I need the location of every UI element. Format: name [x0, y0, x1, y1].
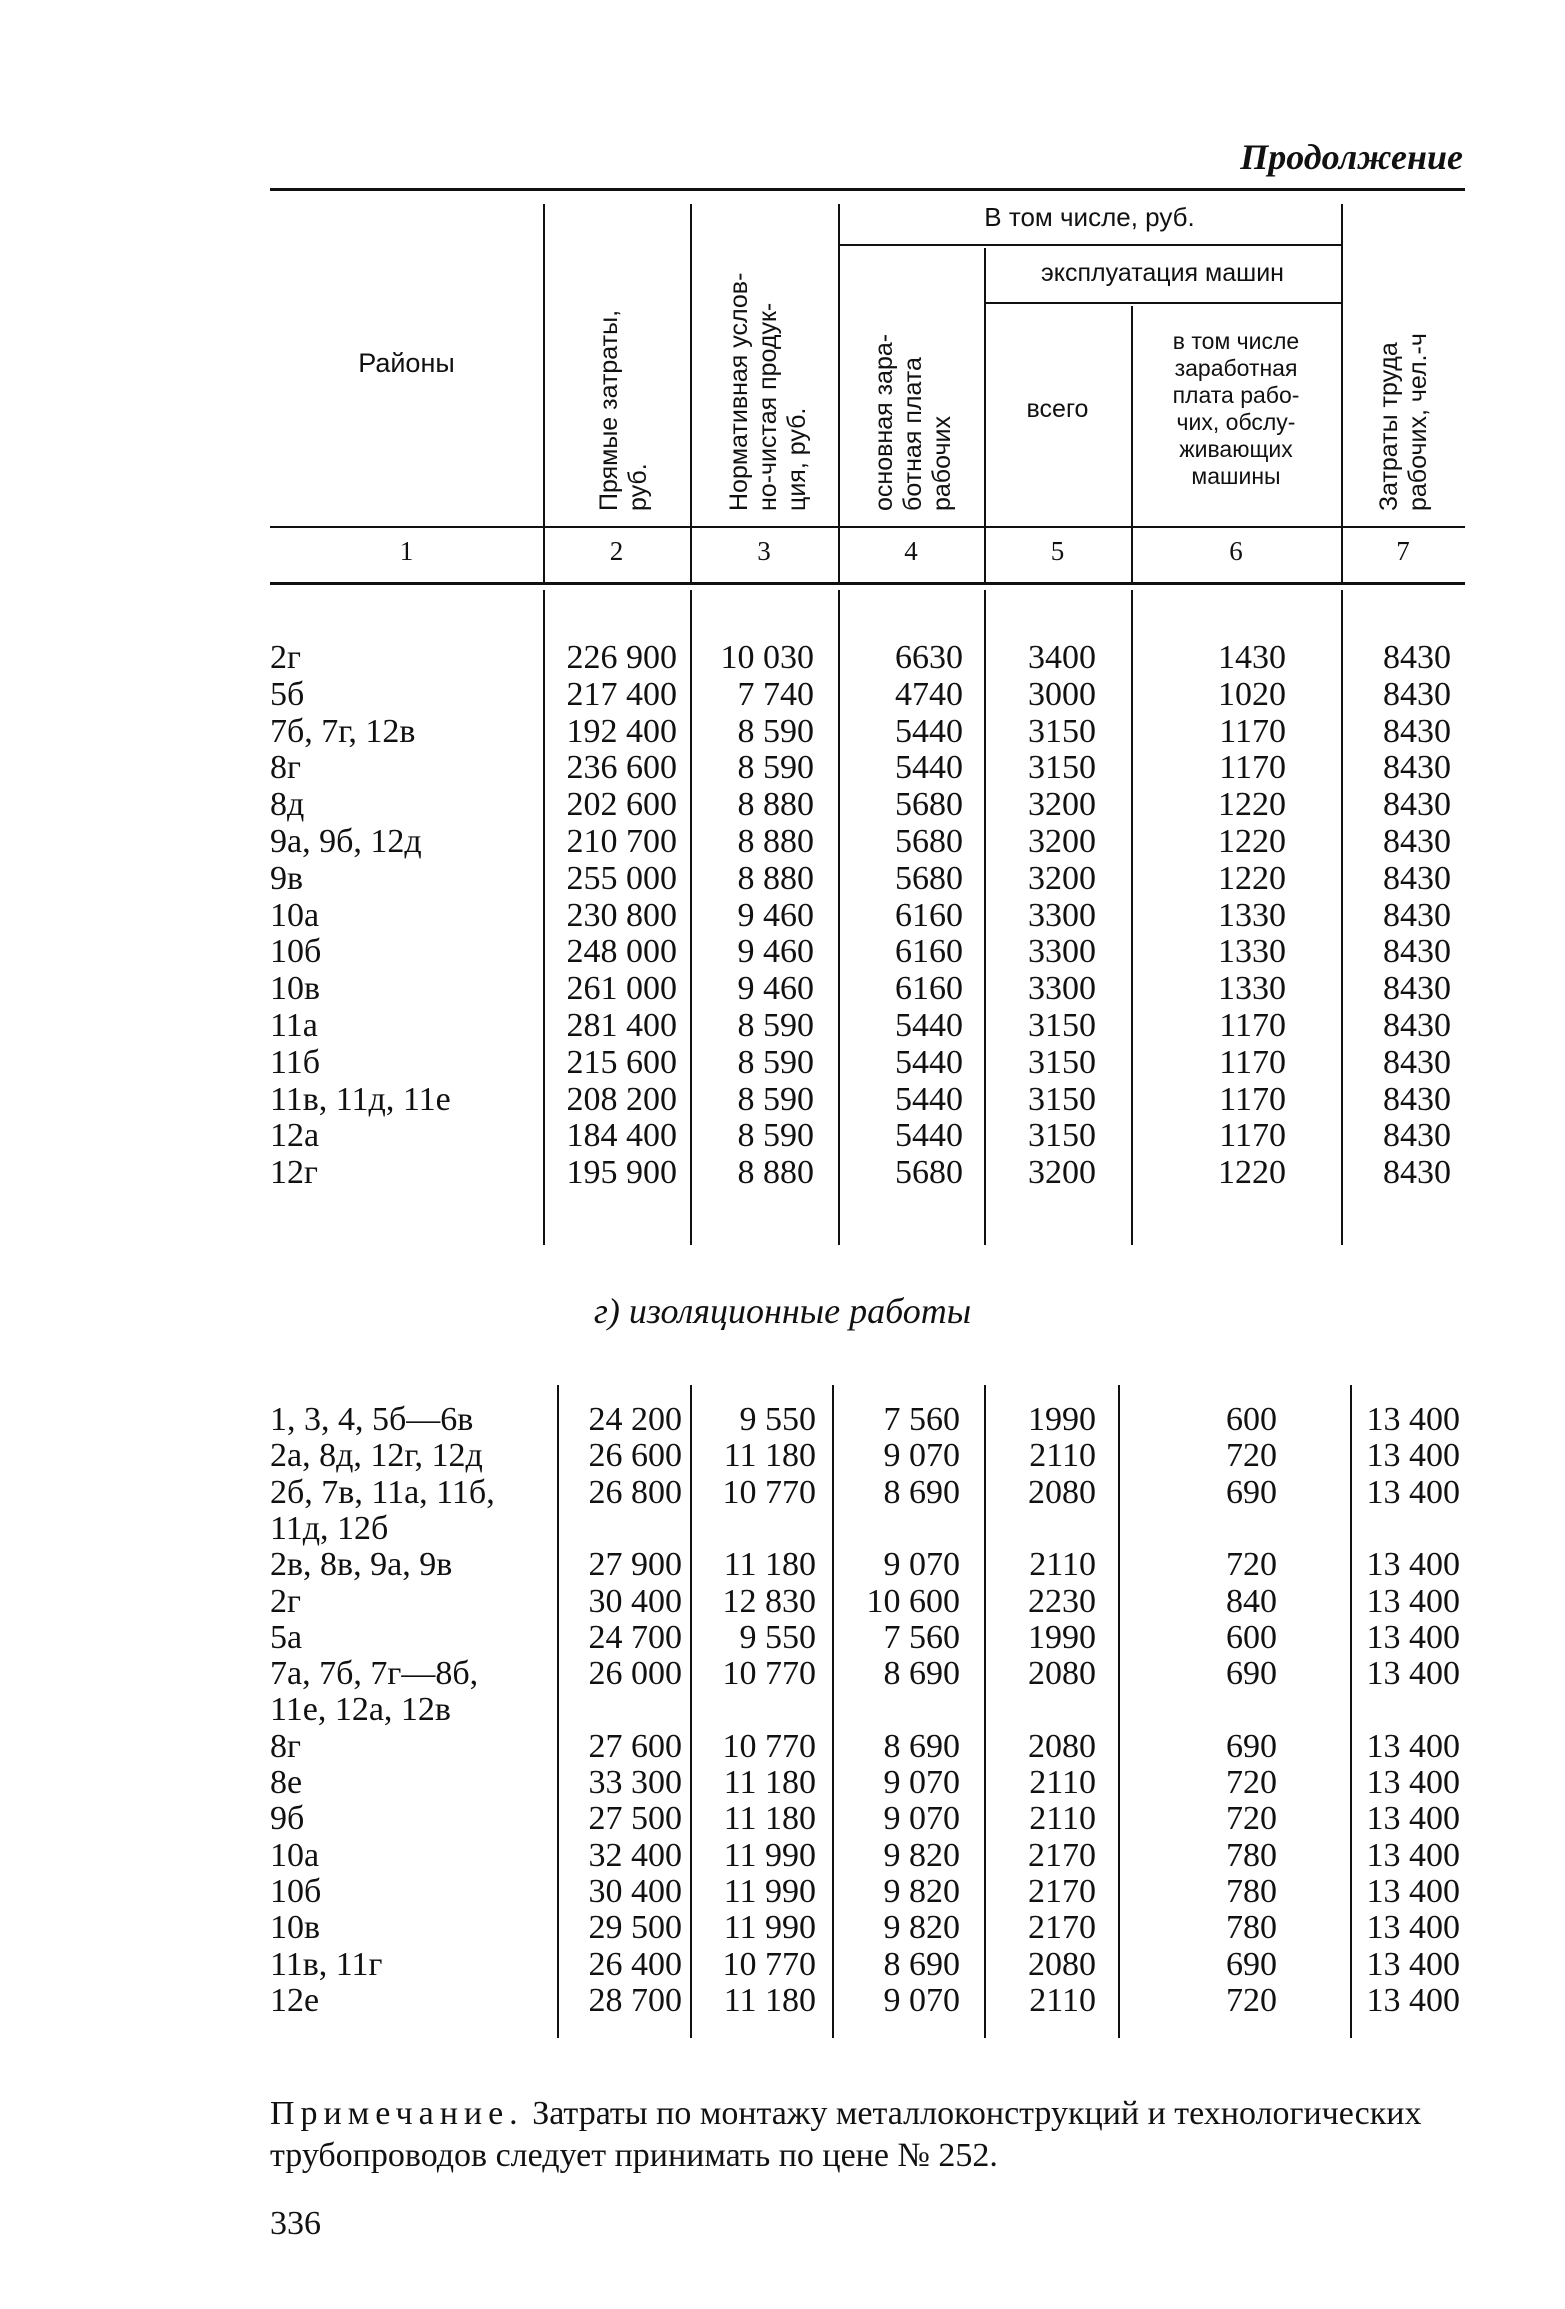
district-cell: 1, 3, 4, 5б—6в	[270, 1401, 474, 1438]
value-cell: 2230	[1028, 1582, 1096, 1620]
value-cell: 8 590	[737, 749, 814, 787]
value-cell: 210 700	[566, 823, 677, 860]
value-cell: 8 690	[883, 1945, 960, 1983]
colnum-5: 5	[1050, 536, 1065, 566]
district-cell: 5а	[270, 1618, 303, 1656]
value-cell: 10 770	[722, 1655, 816, 1693]
value-cell: 8430	[1383, 1117, 1451, 1155]
table-row	[270, 1155, 1465, 1191]
table-row	[270, 1692, 1465, 1728]
district-cell: 2в, 8в, 9а, 9в	[270, 1546, 453, 1584]
value-cell: 9 070	[883, 1764, 960, 1801]
value-cell: 8 590	[737, 1007, 814, 1044]
value-cell: 720	[1226, 1437, 1277, 1475]
table-row	[270, 677, 1465, 713]
value-cell: 195 900	[566, 1154, 677, 1192]
value-cell: 13 400	[1366, 1981, 1460, 2019]
value-cell: 1170	[1219, 1007, 1286, 1044]
value-cell: 8 880	[737, 786, 814, 824]
district-cell: 10а	[270, 1836, 320, 1874]
table-row	[270, 1118, 1465, 1154]
value-cell: 2080	[1028, 1945, 1096, 1983]
value-cell: 236 600	[566, 749, 677, 787]
value-cell: 2170	[1028, 1909, 1096, 1947]
value-cell: 13 400	[1366, 1764, 1460, 1801]
value-cell: 690	[1226, 1473, 1277, 1511]
value-cell: 3200	[1028, 1154, 1096, 1192]
value-cell: 2110	[1029, 1764, 1096, 1801]
value-cell: 13 400	[1366, 1727, 1460, 1765]
value-cell: 2080	[1028, 1727, 1096, 1765]
value-cell: 3150	[1028, 749, 1096, 787]
value-cell: 7 740	[737, 675, 814, 713]
value-cell: 600	[1226, 1618, 1277, 1656]
value-cell: 2110	[1029, 1546, 1096, 1584]
value-cell: 1220	[1218, 1154, 1286, 1192]
value-cell: 9 820	[883, 1836, 960, 1874]
table-row	[270, 1910, 1465, 1946]
value-cell: 32 400	[588, 1836, 682, 1874]
table-row	[270, 1584, 1465, 1620]
value-cell: 8430	[1383, 786, 1451, 824]
district-cell: 2г	[270, 1582, 301, 1620]
value-cell: 13 400	[1366, 1909, 1460, 1947]
value-cell: 720	[1226, 1764, 1277, 1801]
value-cell: 6630	[895, 639, 963, 676]
value-cell: 840	[1226, 1582, 1277, 1620]
value-cell: 720	[1226, 1546, 1277, 1584]
value-cell: 5440	[895, 1043, 963, 1081]
district-cell: 2а, 8д, 12г, 12д	[270, 1437, 483, 1475]
district-cell: 11д, 12б	[270, 1509, 389, 1547]
value-cell: 27 600	[588, 1727, 682, 1765]
value-cell: 690	[1226, 1655, 1277, 1693]
table-row	[270, 1983, 1465, 2019]
value-cell: 8430	[1383, 933, 1451, 971]
value-cell: 26 600	[588, 1437, 682, 1475]
value-cell: 7 560	[883, 1401, 960, 1438]
value-cell: 215 600	[566, 1043, 677, 1081]
value-cell: 202 600	[566, 786, 677, 824]
table-row	[270, 1620, 1465, 1656]
value-cell: 690	[1226, 1727, 1277, 1765]
value-cell: 1220	[1218, 786, 1286, 824]
value-cell: 8 690	[883, 1655, 960, 1693]
value-cell: 8 880	[737, 859, 814, 897]
value-cell: 11 180	[723, 1546, 816, 1584]
district-cell: 10б	[270, 933, 322, 971]
header-group: В том числе, руб.	[984, 202, 1195, 232]
district-cell: 8г	[270, 749, 301, 787]
value-cell: 1220	[1218, 859, 1286, 897]
value-cell: 8430	[1383, 1080, 1451, 1118]
value-cell: 2110	[1029, 1981, 1096, 2019]
value-cell: 11 180	[723, 1800, 816, 1838]
value-cell: 8430	[1383, 823, 1451, 860]
value-cell: 8 590	[737, 1043, 814, 1081]
colnum-6: 6	[1229, 536, 1243, 566]
value-cell: 9 460	[737, 970, 814, 1008]
value-cell: 3150	[1028, 1117, 1096, 1155]
value-cell: 5440	[895, 1080, 963, 1118]
value-cell: 24 700	[588, 1618, 682, 1656]
table-row	[270, 861, 1465, 897]
header-subgroup: эксплуатация машин	[1041, 259, 1284, 287]
value-cell: 11 990	[723, 1872, 816, 1910]
value-cell: 8430	[1383, 1043, 1451, 1081]
page-number: 336	[270, 2205, 321, 2242]
value-cell: 217 400	[566, 675, 677, 713]
value-cell: 780	[1226, 1836, 1277, 1874]
table-row	[270, 1765, 1465, 1801]
value-cell: 3300	[1028, 896, 1096, 934]
value-cell: 30 400	[588, 1582, 682, 1620]
value-cell: 3400	[1028, 639, 1096, 676]
value-cell: 1990	[1028, 1618, 1096, 1656]
value-cell: 3150	[1028, 1007, 1096, 1044]
value-cell: 13 400	[1366, 1582, 1460, 1620]
value-cell: 12 830	[722, 1582, 816, 1620]
value-cell: 1170	[1219, 712, 1286, 750]
value-cell: 8 880	[737, 1154, 814, 1192]
value-cell: 3150	[1028, 1043, 1096, 1081]
value-cell: 9 460	[737, 896, 814, 934]
value-cell: 13 400	[1366, 1618, 1460, 1656]
value-cell: 8430	[1383, 1007, 1451, 1044]
value-cell: 5680	[895, 786, 963, 824]
table-row	[270, 1801, 1465, 1837]
value-cell: 13 400	[1366, 1473, 1460, 1511]
value-cell: 184 400	[566, 1117, 677, 1155]
value-cell: 9 550	[739, 1401, 816, 1438]
value-cell: 281 400	[566, 1007, 677, 1044]
district-cell: 12а	[270, 1117, 320, 1155]
value-cell: 261 000	[566, 970, 677, 1008]
value-cell: 1220	[1218, 823, 1286, 860]
section2-title: г) изоляционные работы	[593, 1291, 972, 1331]
value-cell: 1330	[1218, 970, 1286, 1008]
value-cell: 8430	[1383, 859, 1451, 897]
value-cell: 8430	[1383, 749, 1451, 787]
value-cell: 3000	[1028, 675, 1096, 713]
district-cell: 2г	[270, 639, 301, 676]
value-cell: 13 400	[1366, 1872, 1460, 1910]
district-cell: 9а, 9б, 12д	[270, 823, 422, 860]
value-cell: 1430	[1218, 639, 1286, 676]
value-cell: 3150	[1028, 1080, 1096, 1118]
value-cell: 13 400	[1366, 1401, 1460, 1438]
district-cell: 12е	[270, 1981, 320, 2019]
value-cell: 9 070	[883, 1981, 960, 2019]
value-cell: 11 180	[723, 1437, 816, 1475]
district-cell: 11в, 11г	[270, 1945, 383, 1983]
value-cell: 1330	[1218, 896, 1286, 934]
value-cell: 248 000	[566, 933, 677, 971]
footnote-text: Затраты по монтажу металлоконструкций и технологических трубопроводов следует принимать по цене № 252.	[270, 2095, 1422, 2174]
value-cell: 2080	[1028, 1655, 1096, 1693]
district-cell: 7б, 7г, 12в	[270, 712, 416, 750]
value-cell: 8 590	[737, 1117, 814, 1155]
table-row	[270, 1045, 1465, 1081]
value-cell: 11 990	[723, 1909, 816, 1947]
value-cell: 10 030	[720, 639, 814, 676]
value-cell: 1170	[1219, 749, 1286, 787]
header-col2: Прямые затраты, руб.	[595, 309, 652, 511]
value-cell: 4740	[895, 675, 963, 713]
colnum-1: 1	[399, 536, 414, 566]
value-cell: 24 200	[588, 1401, 682, 1438]
value-cell: 26 000	[588, 1655, 682, 1693]
value-cell: 7 560	[883, 1618, 960, 1656]
district-cell: 11а	[270, 1007, 318, 1044]
district-cell: 8г	[270, 1727, 301, 1765]
district-cell: 8д	[270, 786, 305, 824]
district-cell: 5б	[270, 675, 305, 713]
table-row	[270, 971, 1465, 1007]
value-cell: 230 800	[566, 896, 677, 934]
value-cell: 1170	[1219, 1117, 1286, 1155]
colnum-3: 3	[757, 536, 771, 566]
value-cell: 8430	[1383, 896, 1451, 934]
value-cell: 13 400	[1366, 1945, 1460, 1983]
value-cell: 8430	[1383, 639, 1451, 676]
header-col4: основная зара- ботная плата рабочих	[870, 333, 956, 511]
value-cell: 6160	[895, 970, 963, 1008]
value-cell: 5680	[895, 823, 963, 860]
table-row	[270, 1874, 1465, 1910]
district-cell: 10в	[270, 970, 321, 1008]
value-cell: 720	[1226, 1981, 1277, 2019]
value-cell: 3200	[1028, 823, 1096, 860]
table-row	[270, 1475, 1465, 1511]
value-cell: 27 500	[588, 1800, 682, 1838]
district-cell: 2б, 7в, 11а, 11б,	[270, 1473, 495, 1511]
colnum-7: 7	[1396, 536, 1410, 566]
value-cell: 9 820	[883, 1872, 960, 1910]
value-cell: 30 400	[588, 1872, 682, 1910]
table-row	[270, 787, 1465, 823]
value-cell: 9 820	[883, 1909, 960, 1947]
value-cell: 690	[1226, 1945, 1277, 1983]
value-cell: 2170	[1028, 1836, 1096, 1874]
value-cell: 13 400	[1366, 1546, 1460, 1584]
value-cell: 6160	[895, 933, 963, 971]
header-vsego: всего	[1026, 395, 1089, 423]
value-cell: 13 400	[1366, 1800, 1460, 1838]
value-cell: 255 000	[566, 859, 677, 897]
value-cell: 10 600	[866, 1582, 960, 1620]
value-cell: 1990	[1028, 1401, 1096, 1438]
table-row	[270, 1838, 1465, 1874]
value-cell: 26 400	[588, 1945, 682, 1983]
value-cell: 9 070	[883, 1546, 960, 1584]
table-row	[270, 934, 1465, 970]
footnote-label: Примечание.	[270, 2095, 524, 2132]
value-cell: 3200	[1028, 859, 1096, 897]
table-row	[270, 1547, 1465, 1583]
value-cell: 5440	[895, 1117, 963, 1155]
district-cell: 11б	[270, 1043, 321, 1081]
value-cell: 226 900	[566, 639, 677, 676]
value-cell: 8 880	[737, 823, 814, 860]
value-cell: 2110	[1029, 1437, 1096, 1475]
value-cell: 9 460	[737, 933, 814, 971]
value-cell: 2110	[1029, 1800, 1096, 1838]
table-row	[270, 824, 1465, 860]
district-cell: 9б	[270, 1800, 305, 1838]
header-rayony: Районы	[358, 348, 455, 378]
district-cell: 10а	[270, 896, 320, 934]
table-row	[270, 640, 1465, 676]
value-cell: 8430	[1383, 970, 1451, 1008]
value-cell: 5440	[895, 749, 963, 787]
value-cell: 8430	[1383, 675, 1451, 713]
table-row	[270, 1402, 1465, 1438]
table-row	[270, 1511, 1465, 1547]
value-cell: 8430	[1383, 1154, 1451, 1192]
header-col7: Затраты труда рабочих, чел.-ч	[1375, 333, 1432, 511]
value-cell: 600	[1226, 1401, 1277, 1438]
value-cell: 5440	[895, 1007, 963, 1044]
value-cell: 8 590	[737, 1080, 814, 1118]
colnum-4: 4	[904, 536, 918, 566]
value-cell: 5680	[895, 1154, 963, 1192]
value-cell: 192 400	[566, 712, 677, 750]
value-cell: 208 200	[566, 1080, 677, 1118]
value-cell: 2170	[1028, 1872, 1096, 1910]
value-cell: 3150	[1028, 712, 1096, 750]
table-row	[270, 1729, 1465, 1765]
table-row	[270, 898, 1465, 934]
value-cell: 720	[1226, 1800, 1277, 1838]
value-cell: 9 070	[883, 1800, 960, 1838]
value-cell: 28 700	[588, 1981, 682, 2019]
value-cell: 27 900	[588, 1546, 682, 1584]
value-cell: 1020	[1218, 675, 1286, 713]
value-cell: 13 400	[1366, 1836, 1460, 1874]
district-cell: 9в	[270, 859, 304, 897]
value-cell: 780	[1226, 1909, 1277, 1947]
value-cell: 1170	[1219, 1043, 1286, 1081]
colnum-2: 2	[609, 536, 624, 566]
value-cell: 3300	[1028, 970, 1096, 1008]
value-cell: 9 550	[739, 1618, 816, 1656]
value-cell: 8 690	[883, 1727, 960, 1765]
value-cell: 10 770	[722, 1473, 816, 1511]
header-col3: Нормативная услов- но-чистая продук- ция, руб.	[725, 272, 811, 511]
value-cell: 9 070	[883, 1437, 960, 1475]
table-row	[270, 1947, 1465, 1983]
header-col6: в том числе заработная плата рабо- чих, обслу- живающих машины	[1172, 328, 1300, 489]
district-cell: 7а, 7б, 7г—8б,	[270, 1655, 479, 1693]
footnote	[270, 2093, 1465, 2177]
section1-table	[270, 590, 1465, 1245]
table-header	[270, 188, 1465, 585]
value-cell: 8 590	[737, 712, 814, 750]
value-cell: 13 400	[1366, 1437, 1460, 1475]
district-cell: 8е	[270, 1764, 303, 1801]
value-cell: 11 990	[723, 1836, 816, 1874]
value-cell: 8 690	[883, 1473, 960, 1511]
table-row	[270, 1082, 1465, 1118]
value-cell: 10 770	[722, 1945, 816, 1983]
district-cell: 12г	[270, 1154, 318, 1192]
value-cell: 6160	[895, 896, 963, 934]
table-row	[270, 750, 1465, 786]
value-cell: 1170	[1219, 1080, 1286, 1118]
table-row	[270, 1008, 1465, 1044]
section2-table	[270, 1385, 1465, 2038]
table-row	[270, 1656, 1465, 1692]
value-cell: 1330	[1218, 933, 1286, 971]
value-cell: 5440	[895, 712, 963, 750]
value-cell: 8430	[1383, 712, 1451, 750]
value-cell: 13 400	[1366, 1655, 1460, 1693]
value-cell: 29 500	[588, 1909, 682, 1947]
table-row	[270, 714, 1465, 750]
continuation-label: Продолжение	[1240, 137, 1463, 177]
value-cell: 3300	[1028, 933, 1096, 971]
table-row	[270, 1438, 1465, 1474]
value-cell: 33 300	[588, 1764, 682, 1801]
value-cell: 3200	[1028, 786, 1096, 824]
district-cell: 11в, 11д, 11е	[270, 1080, 451, 1118]
value-cell: 11 180	[723, 1981, 816, 2019]
district-cell: 10б	[270, 1872, 322, 1910]
value-cell: 780	[1226, 1872, 1277, 1910]
value-cell: 26 800	[588, 1473, 682, 1511]
value-cell: 10 770	[722, 1727, 816, 1765]
value-cell: 2080	[1028, 1473, 1096, 1511]
district-cell: 10в	[270, 1909, 321, 1947]
value-cell: 11 180	[723, 1764, 816, 1801]
value-cell: 5680	[895, 859, 963, 897]
district-cell: 11е, 12а, 12в	[270, 1691, 451, 1729]
